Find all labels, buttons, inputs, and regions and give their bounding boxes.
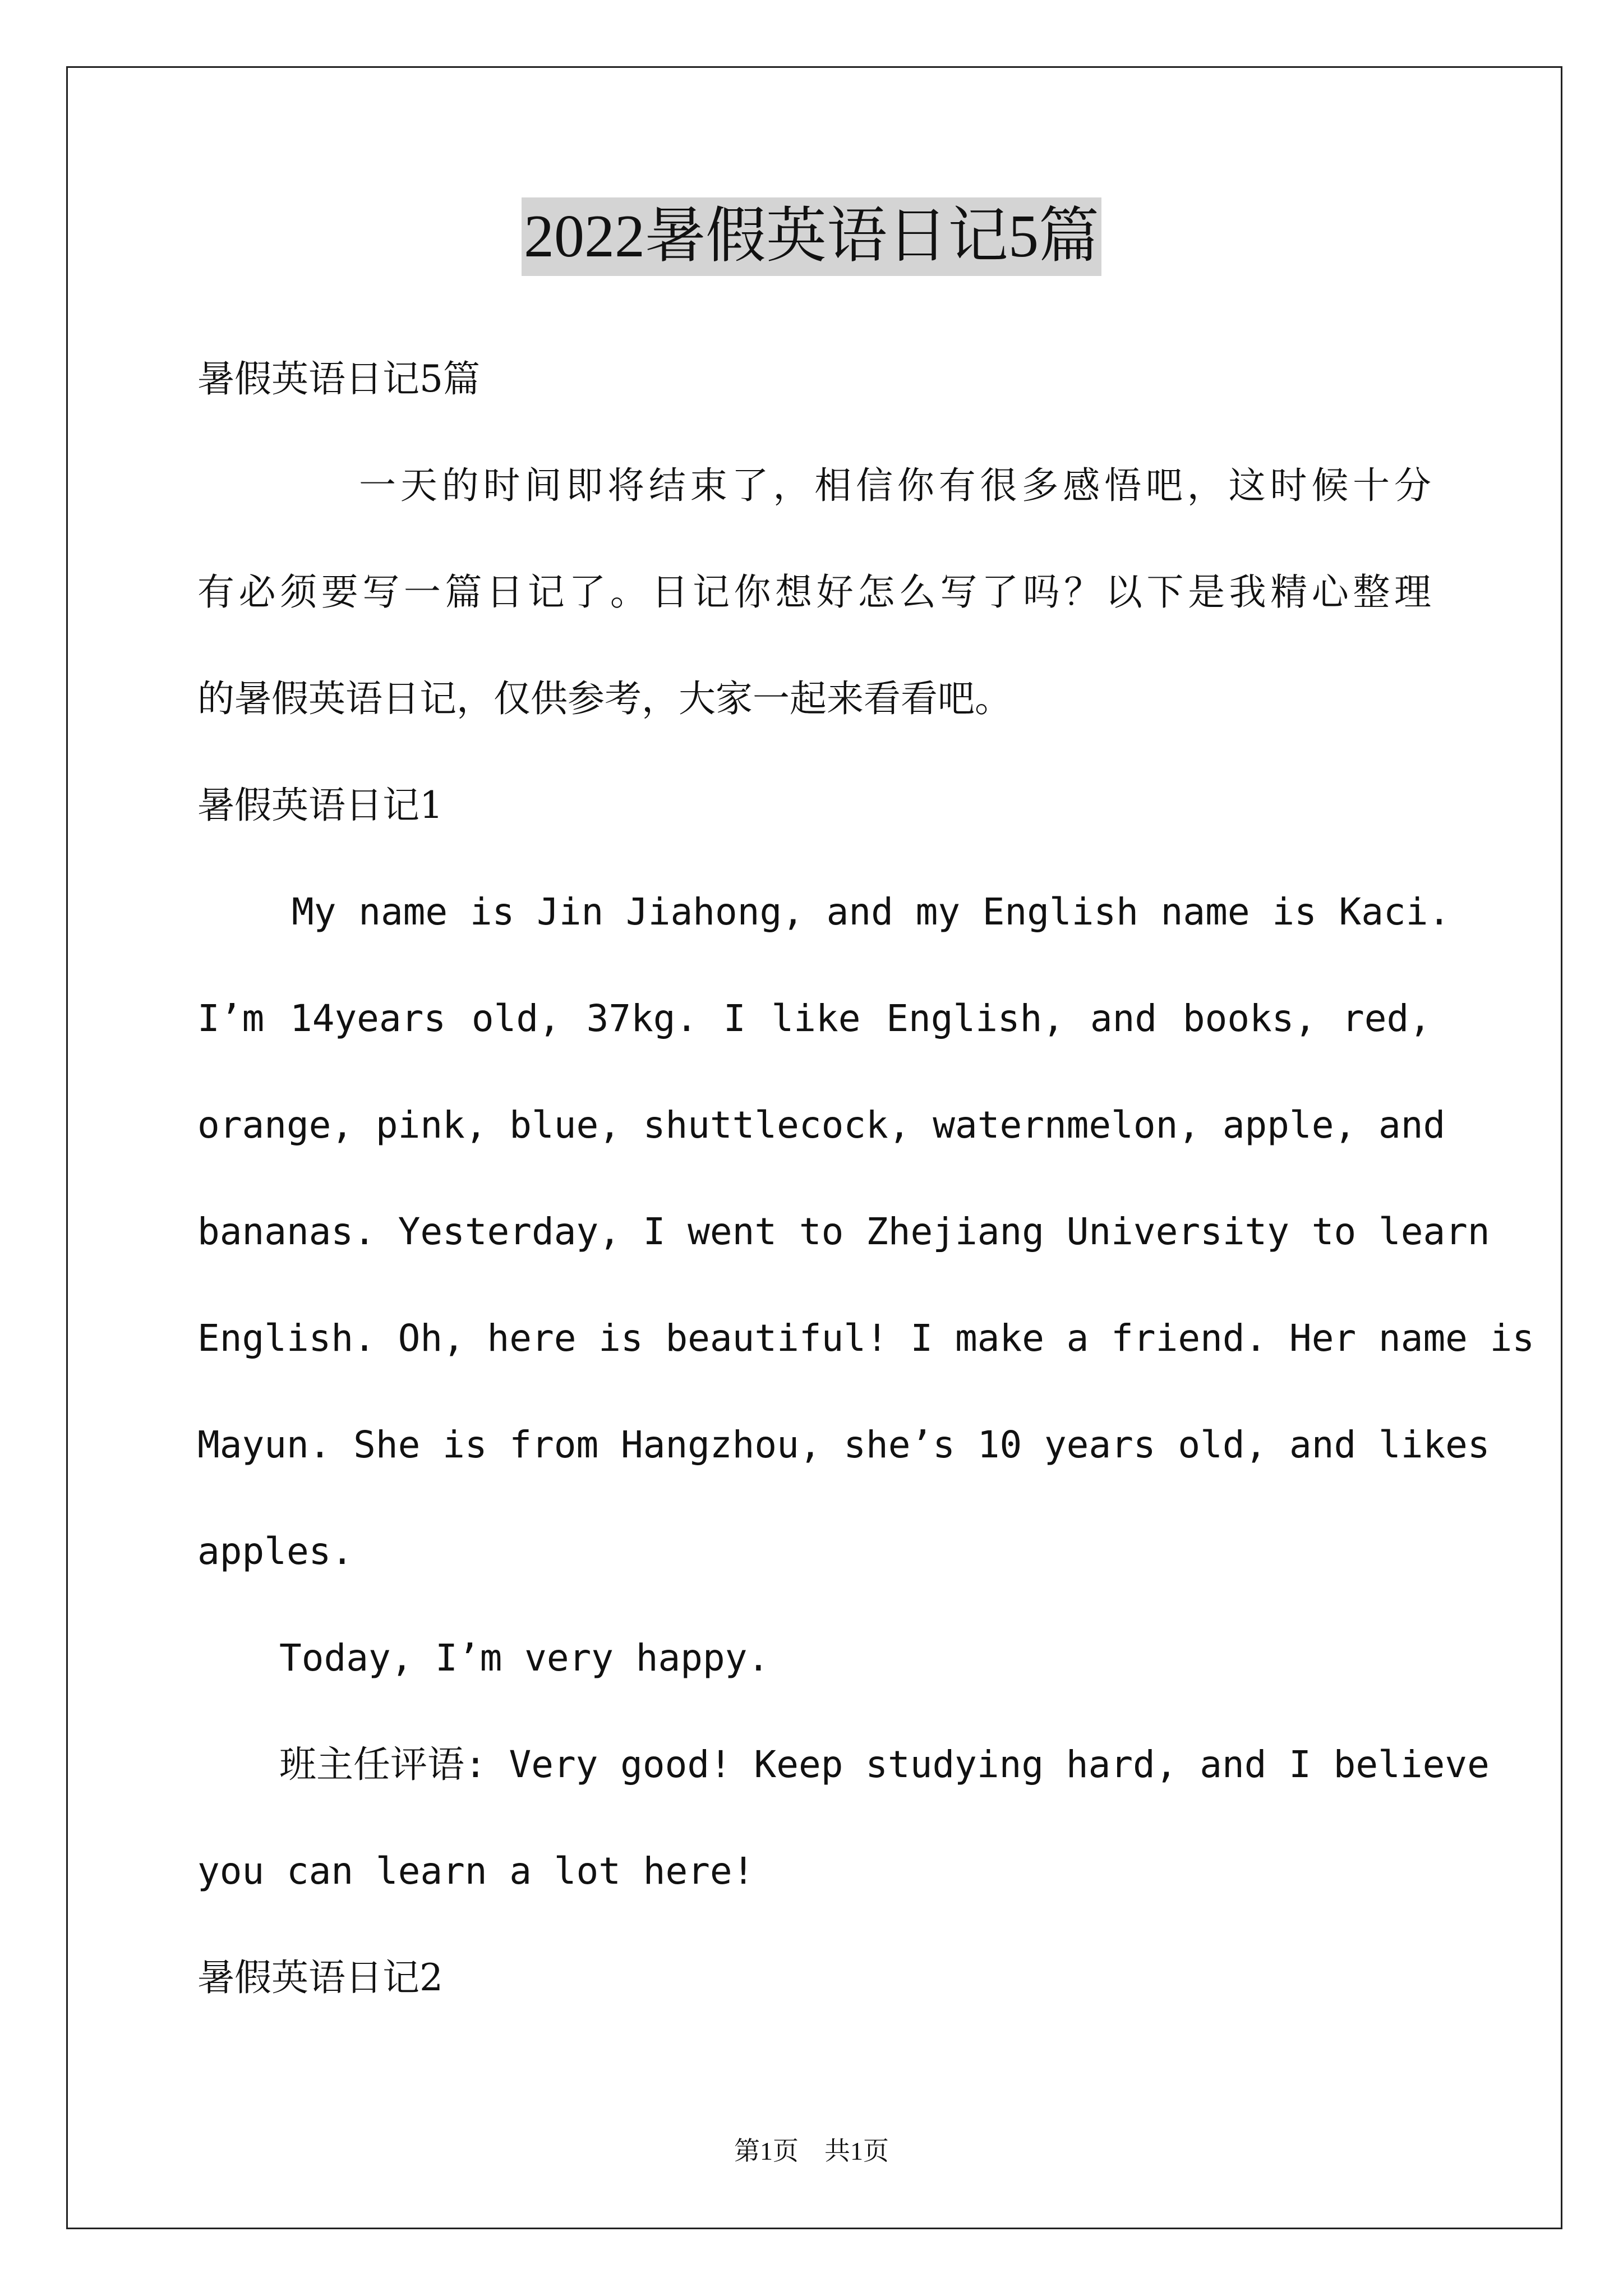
document-subtitle: 暑假英语日记5篇 [197, 357, 480, 401]
intro-line-3: 的暑假英语日记，仅供参考，大家一起来看看吧。 [197, 677, 1012, 720]
intro-line-2: 有必须要写一篇日记了。日记你想好怎么写了吗？以下是我精心整理 [197, 570, 1431, 614]
teacher-comment-line-1: 班主任评语: Very good! Keep studying hard, and I believe [279, 1743, 1490, 1786]
teacher-comment-line-2: you can learn a lot here! [197, 1849, 755, 1893]
diary1-line-6: Mayun. She is from Hangzhou, she’s 10 years old, and likes [197, 1423, 1490, 1466]
diary1-line-2: I’m 14years old, 37kg. I like English, and books, red, [197, 997, 1431, 1040]
section-heading-1: 暑假英语日记1 [197, 784, 443, 827]
page-footer: 第1页 共1页 [734, 2137, 889, 2165]
diary1-line-1: My name is Jin Jiahong, and my English name is Kaci. [292, 890, 1451, 933]
section-heading-2: 暑假英语日记2 [197, 1956, 443, 1999]
title-container [0, 197, 1623, 276]
diary1-line-7: apples. [197, 1530, 354, 1573]
diary1-line-3: orange, pink, blue, shuttlecock, waternmelon, apple, and [197, 1103, 1446, 1147]
intro-line-1: 一天的时间即将结束了，相信你有很多感悟吧，这时候十分 [359, 464, 1431, 507]
diary1-line-5: English. Oh, here is beautiful! I make a friend. Her name is [197, 1317, 1535, 1360]
today-line: Today, I’m very happy. [279, 1636, 770, 1680]
document-title: 2022暑假英语日记5篇 [522, 197, 1101, 276]
diary1-line-4: bananas. Yesterday, I went to Zhejiang University to learn [197, 1210, 1490, 1253]
